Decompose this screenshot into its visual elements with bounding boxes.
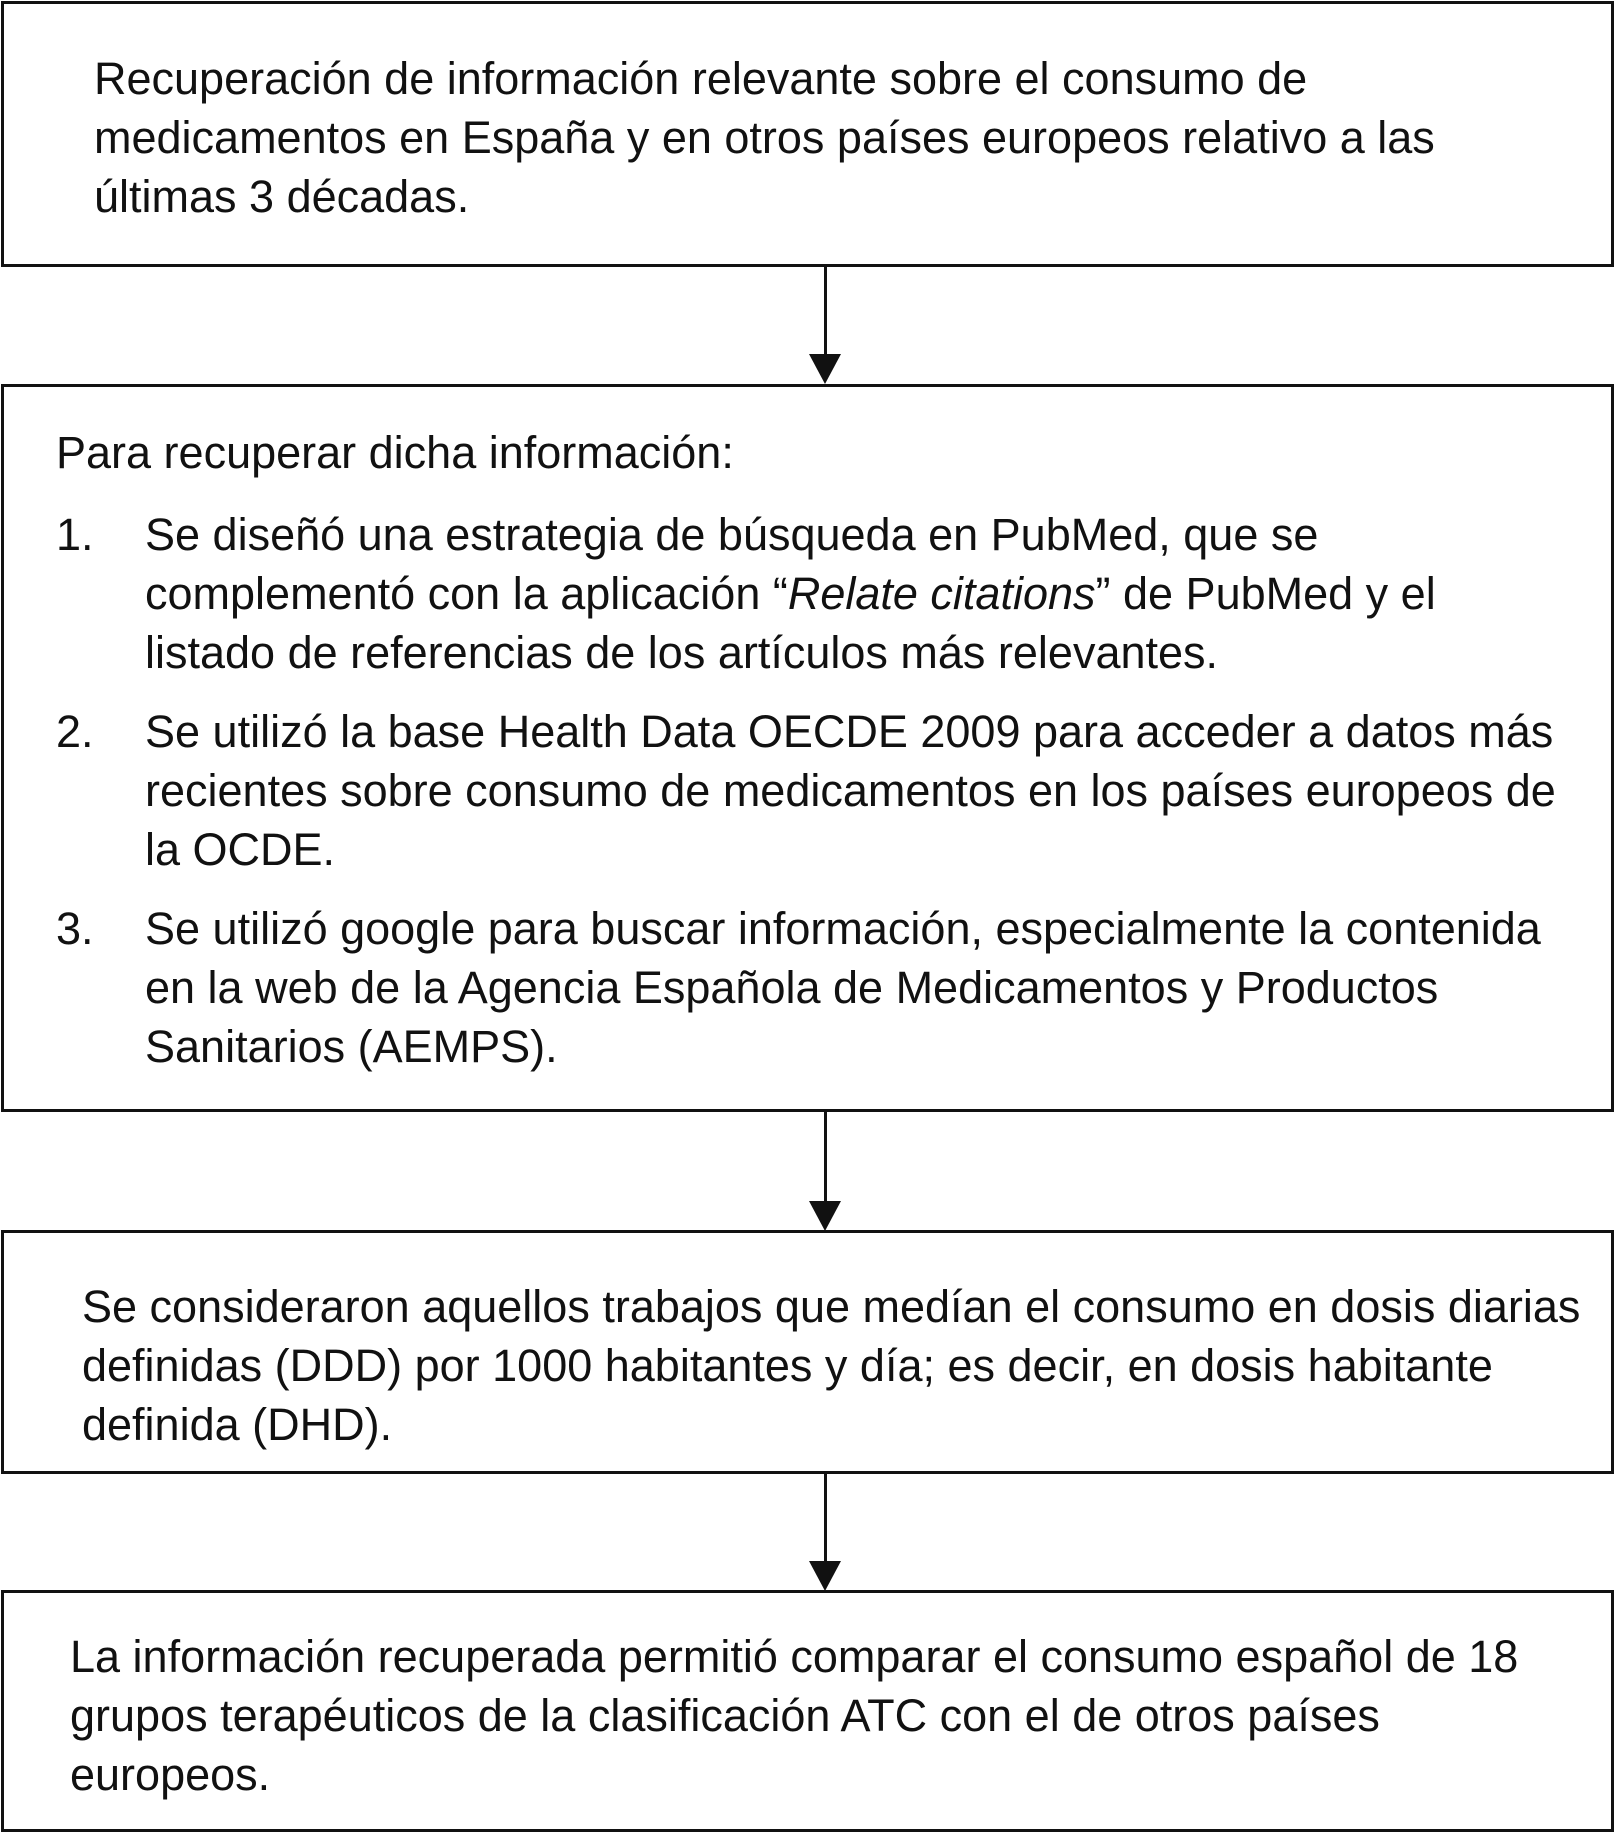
step-1-text: Recuperación de información relevante sobre el consumo de medicamentos en España y en otros países europeos relativo a las últimas 3 décadas. [94,53,1435,222]
list-item-text-after: ” de PubMed y el listado de referencias de los artículos más relevantes. [145,568,1436,678]
step-4-text: La información recuperada permitió comparar el consumo español de 18 grupos terapéuticos de la clasificación ATC con el de otros países europeos. [70,1631,1519,1800]
flow-box-step-1 [1,1,1614,267]
step-3-text: Se consideraron aquellos trabajos que medían el consumo en dosis diarias definidas (DDD) por 1000 habitantes y día; es decir, en dosis habitante definida (DHD). [82,1281,1581,1450]
arrow-shaft [824,267,827,357]
arrow-head-icon [809,1201,841,1231]
arrow-head-icon [809,354,841,384]
flow-box-step-3 [1,1230,1614,1474]
list-item-number: 1. [56,509,94,560]
arrow-shaft [824,1474,827,1564]
list-item-text-italic: Relate citations [787,568,1096,619]
list-item [56,505,1576,682]
step-2-intro: Para recuperar dicha información: [56,427,734,478]
list-item-number: 2. [56,706,94,757]
list-item [56,702,1576,879]
arrow-head-icon [809,1561,841,1591]
step-2-list [56,505,1576,1096]
flow-box-step-2 [1,384,1614,1112]
arrow-shaft [824,1112,827,1204]
list-item-text: Se utilizó google para buscar información, especialmente la contenida en la web de la Agencia Española de Medicamentos y Productos Sanitarios (AEMPS). [145,903,1541,1072]
list-item-text-before: Se diseñó una estrategia de búsqueda en PubMed, que se complementó con la aplicación “ [145,509,1319,619]
list-item-number: 3. [56,903,94,954]
list-item-text: Se utilizó la base Health Data OECDE 2009 para acceder a datos más recientes sobre consumo de medicamentos en los países europeos de la OCDE. [145,706,1556,875]
list-item [56,899,1576,1076]
flow-box-step-4 [1,1590,1614,1832]
